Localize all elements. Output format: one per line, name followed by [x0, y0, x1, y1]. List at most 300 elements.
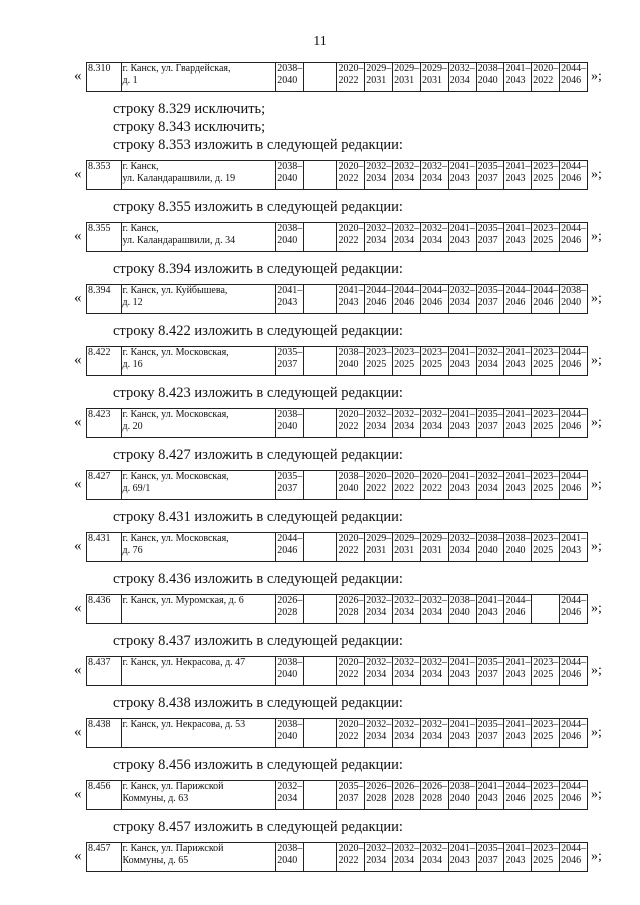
period-cell [304, 595, 337, 624]
period-end: 2040 [449, 607, 470, 618]
quote-open: « [74, 228, 82, 244]
period-cell [476, 223, 504, 252]
period-cell [337, 285, 365, 314]
period-cell [504, 657, 532, 686]
period-cell [393, 781, 421, 810]
period-start: 2032– [366, 409, 392, 420]
period-end: 2040 [505, 545, 526, 556]
period-end: 2046 [561, 235, 582, 246]
amended-row [0, 532, 640, 562]
period-start: 2044– [561, 409, 587, 420]
period-start: 2020– [338, 63, 364, 74]
period-start: 2023– [366, 347, 392, 358]
period-cell [365, 533, 393, 562]
register-table-row [86, 284, 588, 314]
period-end: 2025 [533, 793, 554, 804]
period-end: 2034 [366, 855, 387, 866]
period-start: 2041– [449, 223, 475, 234]
period-end: 2028 [421, 793, 442, 804]
period-cell [476, 161, 504, 190]
period-cell [476, 63, 504, 92]
period-end: 2028 [338, 607, 359, 618]
period-start: 2032– [421, 161, 447, 172]
period-start: 2044– [277, 533, 303, 544]
period-start: 2032– [366, 595, 392, 606]
address-cell [121, 843, 276, 872]
period-start: 2029– [421, 533, 447, 544]
period-start: 2032– [394, 161, 420, 172]
address-line: Коммуны, д. 65 [122, 855, 189, 866]
period-cell [393, 471, 421, 500]
period-end: 2043 [505, 483, 526, 494]
period-cell [393, 63, 421, 92]
period-cell [420, 223, 448, 252]
period-start: 2041– [505, 347, 531, 358]
period-cell [365, 595, 393, 624]
period-start: 2038– [277, 409, 303, 420]
quote-open: « [74, 600, 82, 616]
period-start: 2041– [477, 595, 503, 606]
period-end: 2046 [561, 669, 582, 680]
period-start: 2044– [505, 595, 531, 606]
quote-close: »; [591, 601, 602, 616]
table-row [87, 471, 588, 500]
period-start: 2041– [505, 63, 531, 74]
period-end: 2040 [477, 75, 498, 86]
period-start: 2044– [561, 719, 587, 730]
table-row [87, 223, 588, 252]
period-cell [393, 223, 421, 252]
period-end: 2040 [277, 235, 298, 246]
row-number-cell: 8.436 [87, 595, 122, 624]
period-end: 2043 [277, 297, 298, 308]
period-cell [448, 657, 476, 686]
quote-open: « [74, 68, 82, 84]
address-cell [121, 63, 276, 92]
period-start: 2035– [477, 161, 503, 172]
period-end: 2034 [421, 235, 442, 246]
period-end: 2034 [394, 731, 415, 742]
period-end: 2043 [449, 173, 470, 184]
period-end: 2034 [394, 607, 415, 618]
period-cell [476, 347, 504, 376]
period-cell [448, 161, 476, 190]
instruction-line: строку 8.423 изложить в следующей редакции: [113, 385, 403, 401]
period-start: 2032– [394, 223, 420, 234]
quote-close: »; [591, 663, 602, 678]
period-end: 2034 [394, 235, 415, 246]
row-number-cell: 8.457 [87, 843, 122, 872]
period-cell [420, 471, 448, 500]
period-cell [337, 161, 365, 190]
amended-row [0, 222, 640, 252]
address-cell [121, 595, 276, 624]
period-end: 2034 [421, 421, 442, 432]
period-start: 2032– [449, 285, 475, 296]
period-start: 2041– [505, 223, 531, 234]
period-end: 2043 [505, 75, 526, 86]
period-start: 2038– [449, 781, 475, 792]
period-cell [337, 843, 365, 872]
period-cell [420, 843, 448, 872]
period-end: 2040 [338, 359, 359, 370]
period-end: 2034 [366, 731, 387, 742]
period-cell [448, 719, 476, 748]
period-start: 2020– [394, 471, 420, 482]
period-end: 2040 [277, 173, 298, 184]
period-end: 2028 [366, 793, 387, 804]
address-line: г. Канск, ул. Гвардейская, [122, 63, 231, 74]
period-start: 2035– [477, 719, 503, 730]
period-start: 2044– [394, 285, 420, 296]
period-cell [304, 161, 337, 190]
period-cell [304, 657, 337, 686]
period-cell [365, 285, 393, 314]
period-cell [504, 533, 532, 562]
quote-close: »; [591, 477, 602, 492]
period-cell [304, 285, 337, 314]
period-cell [337, 781, 365, 810]
period-end: 2034 [421, 855, 442, 866]
table-row [87, 161, 588, 190]
quote-open: « [74, 538, 82, 554]
period-cell [393, 657, 421, 686]
period-start: 2032– [394, 719, 420, 730]
address-line: Коммуны, д. 63 [122, 793, 189, 804]
period-cell [337, 595, 365, 624]
period-end: 2043 [449, 731, 470, 742]
period-start: 2020– [421, 471, 447, 482]
instruction-line: строку 8.343 исключить; [113, 119, 266, 135]
address-line: г. Канск, ул. Парижской [122, 843, 224, 854]
period-end: 2040 [449, 793, 470, 804]
period-start: 2044– [561, 63, 587, 74]
quote-open: « [74, 786, 82, 802]
period-cell [476, 533, 504, 562]
period-end: 2034 [366, 421, 387, 432]
period-end: 2040 [277, 75, 298, 86]
period-start: 2026– [338, 595, 364, 606]
period-cell [560, 471, 588, 500]
amended-row [0, 408, 640, 438]
period-end: 2025 [533, 173, 554, 184]
period-cell [276, 285, 304, 314]
row-number-cell: 8.431 [87, 533, 122, 562]
period-end: 2043 [449, 421, 470, 432]
table-row [87, 533, 588, 562]
quote-open: « [74, 724, 82, 740]
period-cell [532, 781, 560, 810]
row-number-cell: 8.353 [87, 161, 122, 190]
quote-open: « [74, 352, 82, 368]
period-start: 2038– [561, 285, 587, 296]
period-start: 2038– [505, 533, 531, 544]
period-end: 2046 [561, 607, 582, 618]
period-start: 2041– [449, 843, 475, 854]
period-end: 2043 [477, 607, 498, 618]
address-line: д. 12 [122, 297, 143, 308]
period-cell [365, 161, 393, 190]
period-cell [337, 347, 365, 376]
period-cell [393, 843, 421, 872]
period-end: 2043 [477, 793, 498, 804]
period-cell [276, 161, 304, 190]
period-end: 2034 [394, 173, 415, 184]
register-table-row [86, 408, 588, 438]
row-number-cell: 8.394 [87, 285, 122, 314]
period-cell [560, 63, 588, 92]
amended-row [0, 284, 640, 314]
quote-close: »; [591, 539, 602, 554]
address-cell [121, 657, 276, 686]
period-start: 2035– [277, 347, 303, 358]
period-end: 2022 [338, 731, 359, 742]
period-start: 2032– [421, 595, 447, 606]
period-end: 2031 [421, 545, 442, 556]
period-end: 2031 [366, 545, 387, 556]
period-start: 2041– [561, 533, 587, 544]
period-cell [276, 471, 304, 500]
period-cell [504, 843, 532, 872]
period-end: 2028 [394, 793, 415, 804]
instruction-line: строку 8.427 изложить в следующей редакции: [113, 447, 403, 463]
period-end: 2034 [366, 235, 387, 246]
amended-row [0, 594, 640, 624]
row-number-cell: 8.355 [87, 223, 122, 252]
period-end: 2046 [533, 297, 554, 308]
period-cell [337, 409, 365, 438]
period-end: 2046 [277, 545, 298, 556]
period-start: 2044– [505, 285, 531, 296]
amended-row [0, 718, 640, 748]
period-start: 2020– [338, 161, 364, 172]
period-end: 2025 [366, 359, 387, 370]
period-end: 2040 [277, 731, 298, 742]
period-cell [560, 595, 588, 624]
period-start: 2035– [477, 843, 503, 854]
address-cell [121, 719, 276, 748]
period-cell [365, 719, 393, 748]
period-end: 2025 [394, 359, 415, 370]
period-end: 2022 [394, 483, 415, 494]
period-end: 2046 [561, 421, 582, 432]
amended-row [0, 842, 640, 872]
table-row [87, 843, 588, 872]
period-cell [476, 285, 504, 314]
period-cell [532, 843, 560, 872]
period-cell [393, 533, 421, 562]
period-cell [560, 161, 588, 190]
period-end: 2046 [561, 731, 582, 742]
period-end: 2034 [366, 607, 387, 618]
register-table-row [86, 62, 588, 92]
period-start: 2035– [477, 657, 503, 668]
period-start: 2020– [338, 719, 364, 730]
period-end: 2037 [477, 235, 498, 246]
period-start: 2029– [394, 63, 420, 74]
period-end: 2025 [533, 359, 554, 370]
period-start: 2026– [421, 781, 447, 792]
period-cell [420, 161, 448, 190]
quote-open: « [74, 662, 82, 678]
period-end: 2043 [505, 669, 526, 680]
period-cell [560, 347, 588, 376]
address-line: г. Канск, ул. Муромская, д. 6 [122, 595, 244, 606]
period-start: 2023– [421, 347, 447, 358]
address-cell [121, 781, 276, 810]
quote-close: »; [591, 229, 602, 244]
period-start: 2035– [477, 409, 503, 420]
table-row [87, 595, 588, 624]
period-end: 2034 [277, 793, 298, 804]
period-start: 2020– [338, 409, 364, 420]
period-start: 2020– [366, 471, 392, 482]
period-cell [448, 595, 476, 624]
period-cell [420, 63, 448, 92]
period-end: 2037 [477, 731, 498, 742]
period-end: 2043 [338, 297, 359, 308]
period-cell [448, 63, 476, 92]
period-end: 2022 [338, 75, 359, 86]
table-row [87, 781, 588, 810]
amended-row [0, 346, 640, 376]
period-cell [504, 471, 532, 500]
period-end: 2046 [561, 855, 582, 866]
address-line: д. 1 [122, 75, 138, 86]
period-end: 2037 [277, 483, 298, 494]
period-end: 2031 [394, 75, 415, 86]
quote-open: « [74, 476, 82, 492]
period-end: 2034 [449, 297, 470, 308]
period-cell [393, 719, 421, 748]
register-table-row [86, 842, 588, 872]
address-cell [121, 347, 276, 376]
instruction-line: строку 8.431 изложить в следующей редакции: [113, 509, 403, 525]
period-end: 2046 [505, 793, 526, 804]
quote-close: »; [591, 415, 602, 430]
period-start: 2044– [561, 843, 587, 854]
period-cell [393, 347, 421, 376]
period-start: 2032– [477, 471, 503, 482]
period-start: 2032– [366, 223, 392, 234]
period-end: 2043 [449, 359, 470, 370]
period-cell [504, 63, 532, 92]
period-cell [560, 285, 588, 314]
register-table-row [86, 594, 588, 624]
period-end: 2025 [533, 483, 554, 494]
period-end: 2043 [449, 669, 470, 680]
period-start: 2026– [366, 781, 392, 792]
period-cell [560, 409, 588, 438]
period-start: 2038– [338, 347, 364, 358]
period-start: 2044– [533, 285, 559, 296]
instruction-line: строку 8.456 изложить в следующей редакции: [113, 757, 403, 773]
period-end: 2022 [338, 855, 359, 866]
period-end: 2031 [421, 75, 442, 86]
period-cell [420, 595, 448, 624]
period-start: 2023– [533, 347, 559, 358]
period-start: 2041– [505, 657, 531, 668]
period-end: 2046 [505, 297, 526, 308]
amended-row [0, 470, 640, 500]
period-end: 2028 [277, 607, 298, 618]
amended-row [0, 160, 640, 190]
period-cell [476, 781, 504, 810]
period-cell [276, 533, 304, 562]
period-cell [504, 347, 532, 376]
period-end: 2043 [561, 545, 582, 556]
period-cell [420, 409, 448, 438]
address-cell [121, 223, 276, 252]
instruction-line: строку 8.437 изложить в следующей редакции: [113, 633, 403, 649]
period-start: 2032– [421, 719, 447, 730]
row-number-cell: 8.438 [87, 719, 122, 748]
period-cell [393, 595, 421, 624]
period-end: 2037 [338, 793, 359, 804]
period-start: 2023– [533, 533, 559, 544]
register-table-row [86, 780, 588, 810]
period-start: 2041– [505, 719, 531, 730]
period-end: 2034 [394, 669, 415, 680]
address-cell [121, 285, 276, 314]
period-end: 2031 [366, 75, 387, 86]
address-line: д. 69/1 [122, 483, 151, 494]
period-start: 2041– [338, 285, 364, 296]
period-end: 2046 [561, 793, 582, 804]
period-end: 2025 [533, 731, 554, 742]
period-cell [337, 657, 365, 686]
address-line: г. Канск, ул. Московская, [122, 471, 229, 482]
address-line: д. 76 [122, 545, 143, 556]
period-cell [393, 161, 421, 190]
period-cell [276, 657, 304, 686]
period-end: 2025 [533, 855, 554, 866]
period-start: 2023– [533, 409, 559, 420]
row-number-cell: 8.456 [87, 781, 122, 810]
period-start: 2044– [561, 161, 587, 172]
period-cell [504, 409, 532, 438]
period-cell [504, 781, 532, 810]
period-start: 2044– [561, 595, 587, 606]
period-end: 2043 [505, 173, 526, 184]
period-end: 2022 [338, 173, 359, 184]
address-line: г. Канск, ул. Парижской [122, 781, 224, 792]
period-cell [532, 595, 560, 624]
row-number-cell: 8.437 [87, 657, 122, 686]
period-cell [337, 63, 365, 92]
address-line: г. Канск, ул. Московская, [122, 347, 229, 358]
period-end: 2022 [338, 545, 359, 556]
period-end: 2043 [449, 235, 470, 246]
period-start: 2032– [421, 409, 447, 420]
row-number-cell: 8.427 [87, 471, 122, 500]
row-number-cell: 8.423 [87, 409, 122, 438]
instruction-line: строку 8.355 изложить в следующей редакции: [113, 199, 403, 215]
table-row [87, 347, 588, 376]
period-cell [504, 285, 532, 314]
period-cell [560, 533, 588, 562]
table-row [87, 657, 588, 686]
period-start: 2032– [394, 657, 420, 668]
address-line: г. Канск, ул. Некрасова, д. 47 [122, 657, 246, 668]
period-start: 2041– [449, 719, 475, 730]
period-start: 2032– [366, 719, 392, 730]
register-table-row [86, 222, 588, 252]
table-row [87, 63, 588, 92]
period-end: 2043 [505, 421, 526, 432]
register-table-row [86, 656, 588, 686]
period-cell [448, 843, 476, 872]
